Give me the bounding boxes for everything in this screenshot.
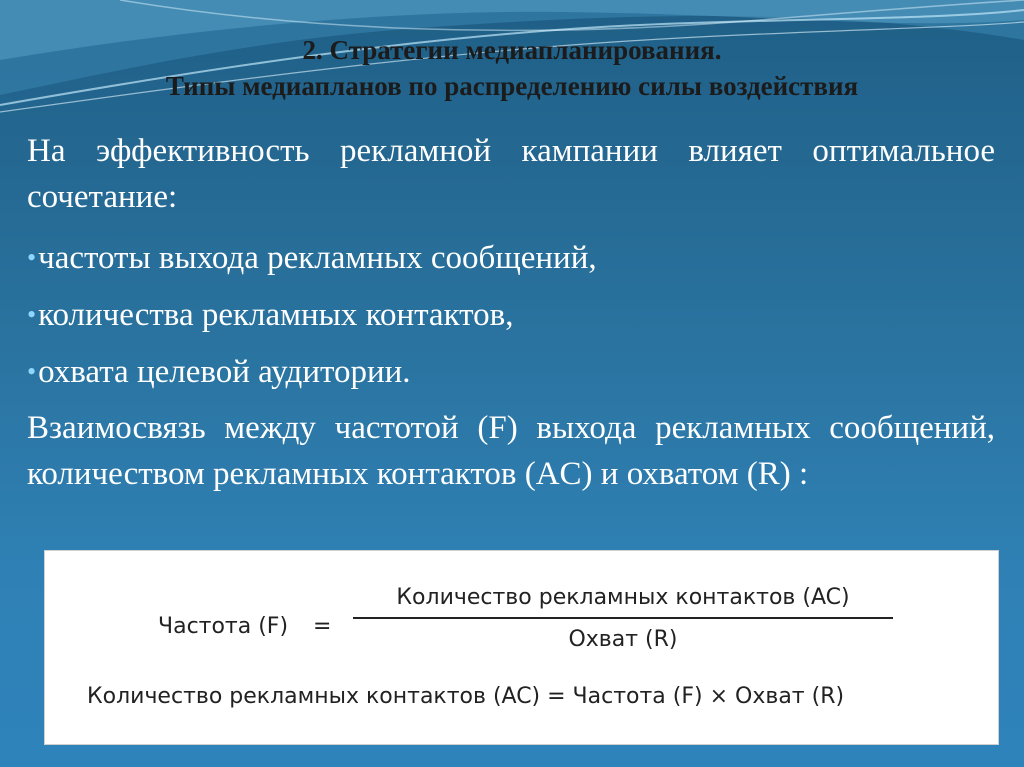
bullet-item [27, 290, 995, 347]
formula-box [44, 550, 999, 745]
bullet-item [27, 347, 995, 404]
bullet-text: количества рекламных контактов, [38, 297, 514, 333]
title-line-1: 2. Стратегии медиапланирования. [302, 35, 722, 65]
bullet-text: частоты выхода рекламных сообщений, [38, 240, 597, 276]
fraction-denominator: Охват (R) [568, 627, 678, 652]
formula-fraction [353, 581, 893, 657]
bullet-dot-icon: • [27, 300, 37, 329]
slide-title [0, 34, 1024, 104]
bullet-list [27, 233, 995, 404]
relationship-paragraph: Взаимосвязь между частотой (F) выхода рекламных сообщений, количеством рекламных контактов (AC) и охватом (R) : [27, 410, 995, 492]
bullet-dot-icon: • [27, 357, 37, 386]
bullet-item [27, 233, 995, 290]
bullet-dot-icon: • [27, 243, 37, 272]
bullet-text: охвата целевой аудитории. [38, 354, 411, 390]
intro-paragraph: На эффективность рекламной кампании влияет оптимальное сочетание: [27, 133, 995, 215]
fraction-bar [353, 617, 893, 619]
contacts-formula: Количество рекламных контактов (AC) = Частота (F) × Охват (R) [87, 684, 845, 709]
fraction-numerator: Количество рекламных контактов (AC) [396, 585, 850, 610]
title-line-2: Типы медиапланов по распределению силы воздействия [165, 71, 859, 101]
formula-equals: = [313, 614, 332, 639]
formula-lhs: Частота (F) [158, 614, 289, 639]
